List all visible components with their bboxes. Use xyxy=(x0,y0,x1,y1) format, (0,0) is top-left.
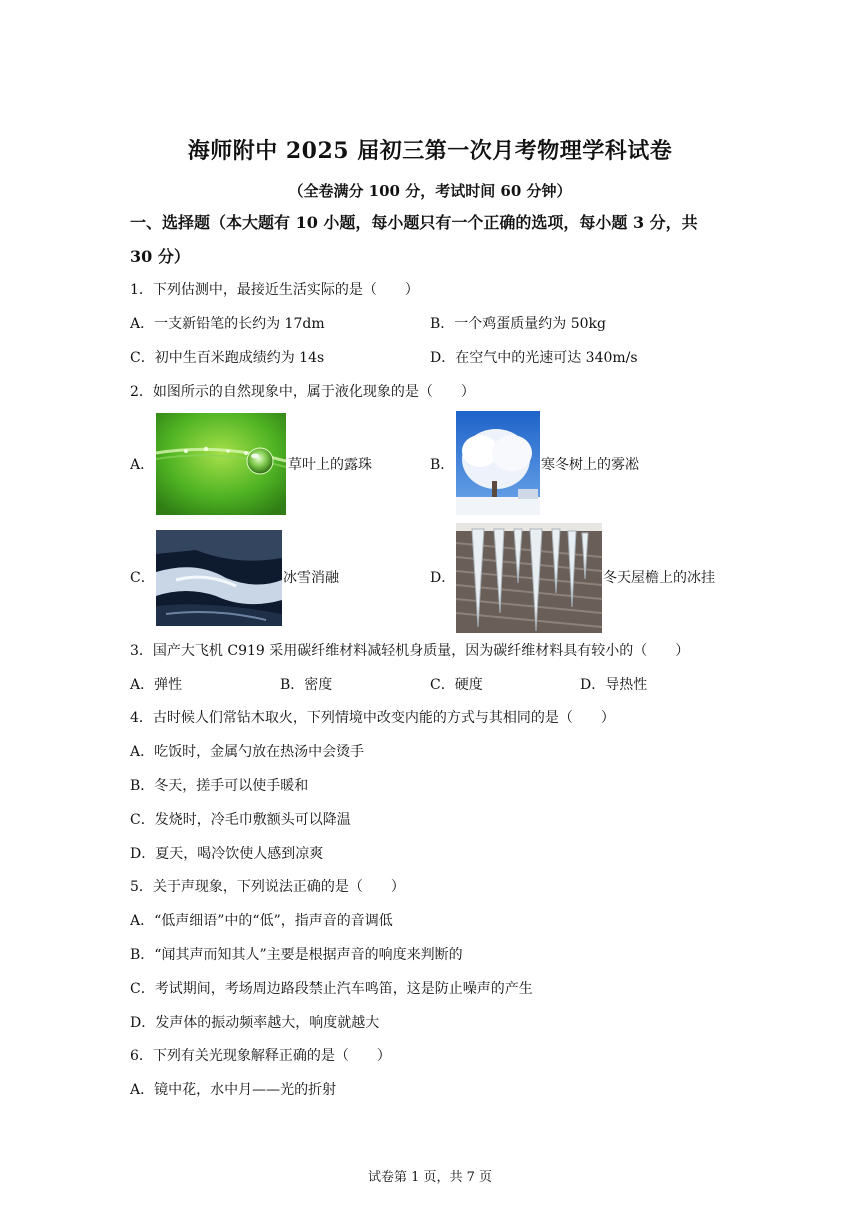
melting-snow-image xyxy=(156,530,282,626)
q2-option-b-label: B． xyxy=(430,457,455,473)
section-heading xyxy=(130,206,730,274)
q2-option-d-label: D． xyxy=(430,570,456,586)
q2-option-c-text: 冰雪消融 xyxy=(283,570,339,586)
q2-option-c-label: C． xyxy=(130,570,155,586)
q2-option-d-text: 冬天屋檐上的冰挂 xyxy=(603,570,715,586)
q6-option-a: A．镜中花，水中月——光的折射 xyxy=(130,1082,337,1098)
q1-option-a: A．一支新铅笔的长约为 17dm xyxy=(130,316,325,332)
q4-option-a: A．吃饭时，金属勺放在热汤中会烫手 xyxy=(130,744,365,760)
q1-option-c: C．初中生百米跑成绩约为 14s xyxy=(130,350,325,366)
page-title: 海师附中 2025 届初三第一次月考物理学科试卷 xyxy=(187,138,673,164)
q1-stem: 1．下列估测中，最接近生活实际的是（ ） xyxy=(130,282,419,298)
dewdrop-image xyxy=(156,413,286,515)
rime-tree-image xyxy=(456,411,540,515)
icicles-image xyxy=(456,523,602,633)
q5-option-b: B．“闻其声而知其人”主要是根据声音的响度来判断的 xyxy=(130,947,463,963)
q3-option-c: C．硬度 xyxy=(430,677,483,693)
q6-stem: 6．下列有关光现象解释正确的是（ ） xyxy=(130,1048,391,1064)
q3-option-d: D．导热性 xyxy=(580,677,648,693)
q3-option-b: B．密度 xyxy=(280,677,333,693)
q2-option-a-text: 草叶上的露珠 xyxy=(288,457,372,473)
q2-stem: 2．如图所示的自然现象中，属于液化现象的是（ ） xyxy=(130,384,475,400)
section-heading-line2: 30 分） xyxy=(130,247,190,266)
section-heading-line1: 一、选择题（本大题有 10 小题，每小题只有一个正确的选项，每小题 3 分，共 xyxy=(130,213,698,232)
q5-option-c: C．考试期间，考场周边路段禁止汽车鸣笛，这是防止噪声的产生 xyxy=(130,981,533,997)
q4-option-b: B．冬天，搓手可以使手暖和 xyxy=(130,778,309,794)
q1-option-d: D．在空气中的光速可达 340m/s xyxy=(430,350,638,366)
q1-option-b: B．一个鸡蛋质量约为 50kg xyxy=(430,316,606,332)
q4-option-d: D．夏天，喝冷饮使人感到凉爽 xyxy=(130,846,324,862)
q5-option-d: D．发声体的振动频率越大，响度就越大 xyxy=(130,1015,380,1031)
q5-option-a: A．“低声细语”中的“低”，指声音的音调低 xyxy=(130,913,393,929)
q4-option-c: C．发烧时，冷毛巾敷额头可以降温 xyxy=(130,812,351,828)
q3-option-a: A．弹性 xyxy=(130,677,183,693)
page-subtitle: （全卷满分 100 分，考试时间 60 分钟） xyxy=(288,182,572,200)
q2-option-a-label: A． xyxy=(130,457,155,473)
page-footer: 试卷第 1 页，共 7 页 xyxy=(367,1170,493,1185)
q5-stem: 5．关于声现象，下列说法正确的是（ ） xyxy=(130,879,405,895)
q3-stem: 3．国产大飞机 C919 采用碳纤维材料减轻机身质量，因为碳纤维材料具有较小的（ ） xyxy=(130,643,690,659)
q4-stem: 4．古时候人们常钻木取火，下列情境中改变内能的方式与其相同的是（ ） xyxy=(130,710,615,726)
q2-option-b-text: 寒冬树上的雾凇 xyxy=(541,457,639,473)
